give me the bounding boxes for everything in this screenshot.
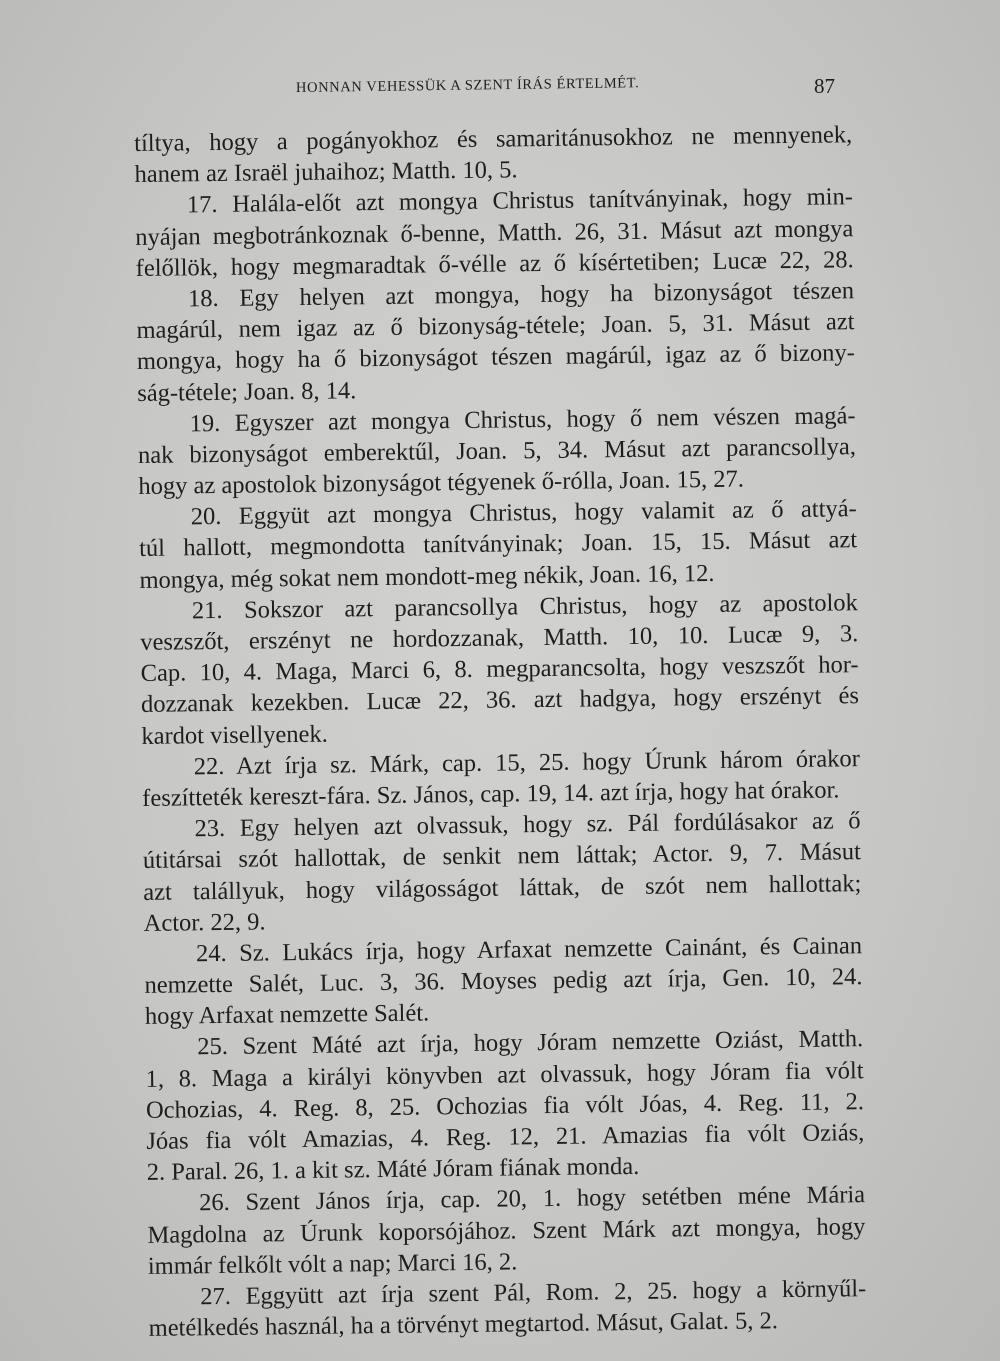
text-line: dozzanak kezekben. Lucæ 22, 36. azt hadgya, hogy erszényt és	[140, 682, 860, 719]
text-line: azt talállyuk, hogy világosságot láttak, de szót nem hallottak;	[143, 869, 862, 906]
text-line: hanem az Israël juhaihoz; Matth. 10, 5.	[134, 156, 518, 189]
text-line: Ochozias, 4. Reg. 8, 25. Ochozias fia vólt Jóas, 4. Reg. 11, 2.	[145, 1087, 865, 1124]
text-line: 24. Sz. Lukács írja, hogy Arfaxat nemzette Cainánt, és Cainan	[195, 932, 863, 968]
text-line: metélkedés használ, ha a törvényt megtartod. Másut, Galat. 5, 2.	[148, 1307, 779, 1343]
text-line: ság-tétele; Joan. 8, 14.	[137, 376, 357, 407]
text-line: nemzette Salét, Luc. 3, 36. Moyses pedig azt írja, Gen. 10, 24.	[144, 963, 863, 999]
text-line: 18. Egy helyen azt mongya, hogy ha bizonyságot tészen	[187, 277, 855, 313]
text-line: feszítteték kereszt-fára. Sz. János, cap. 19, 14. azt írja, hogy hat órakor.	[142, 776, 840, 812]
running-title: HONNAN VEHESSÜK A SZENT ÍRÁS ÉRTELMÉT.	[295, 75, 640, 96]
text-line: 20. Eggyüt azt mongya Christus, hogy valamit az ő attyá-	[190, 495, 857, 531]
text-line: veszszőt, erszényt ne hordozzanak, Matth. 10, 10. Lucæ 9, 3.	[140, 620, 859, 656]
text-line: Magdolna az Úrunk koporsójához. Szent Márk azt mongya, hogy	[147, 1212, 866, 1249]
text-line: mongya, hogy ha ő bizonyságot tészen magárúl, igaz az ő bizony-	[136, 339, 855, 376]
text-line: nak bizonyságot emberektűl, Joan. 5, 34. Másut azt parancsollya,	[137, 433, 857, 469]
text-line: hogy Arfaxat nemzette Salét.	[144, 999, 430, 1031]
text-line: tíltya, hogy a pogányokhoz és samaritánusokhoz ne mennyenek,	[134, 121, 853, 157]
text-line: 22. Azt írja sz. Márk, cap. 15, 25. hogy Úrunk három órakor	[193, 744, 860, 781]
text-line: 2. Paral. 26, 1. a kit sz. Máté Jóram fiának monda.	[146, 1153, 640, 1187]
text-line: útitársai szót hallottak, de senkit nem láttak; Actor. 9, 7. Másut	[142, 838, 862, 875]
text-line: 21. Sokszor azt parancsollya Christus, hogy az apostolok	[191, 589, 859, 625]
text-line: mongya, még sokat nem mondott-meg nékik, Joan. 16, 12.	[139, 559, 715, 594]
text-line: 26. Szent János írja, cap. 20, 1. hogy setétben méne Mária	[198, 1181, 866, 1217]
text-line: kardot visellyenek.	[141, 720, 329, 750]
text-line: 25. Szent Máté azt írja, hogy Jóram nemzette Oziást, Matth.	[197, 1025, 864, 1061]
text-line: felőllök, hogy megmaradtak ő-vélle az ő kísértetiben; Lucæ 22, 28.	[135, 245, 854, 282]
text-line: hogy az apostolok bizonyságot tégyenek ő-rólla, Joan. 15, 27.	[138, 465, 745, 501]
text-line: magárúl, nem igaz az ő bizonyság-tétele; Joan. 5, 31. Másut azt	[136, 308, 855, 345]
text-line: túl hallott, megmondotta tanítványinak; Joan. 15, 15. Másut azt	[138, 526, 858, 563]
body-text	[134, 119, 867, 1344]
text-line: 19. Egyszer azt mongya Christus, hogy ő nem vészen magá-	[189, 401, 856, 438]
text-line: 23. Egy helyen azt olvassuk, hogy sz. Pál fordúlásakor az ő	[194, 807, 861, 843]
text-line: 17. Halála-előt azt mongya Christus tanítványinak, hogy min-	[186, 183, 854, 219]
text-line: Cap. 10, 4. Maga, Marci 6, 8. megparancsolta, hogy veszszőt hor-	[140, 651, 859, 688]
text-line: 1, 8. Maga a királyi könyvben azt olvassuk, hogy Jóram fia vólt	[145, 1056, 864, 1093]
text-line: nyájan megbotránkoznak ő-benne, Matth. 26, 31. Másut azt mongya	[135, 214, 854, 251]
text-line: 27. Eggyütt azt írja szent Pál, Rom. 2, 25. hogy a környűl-	[200, 1275, 867, 1311]
text-line: Jóas fia vólt Amazias, 4. Reg. 12, 21. Amazias fia vólt Oziás,	[146, 1119, 865, 1155]
text-line: Actor. 22, 9.	[143, 908, 266, 937]
text-line: immár felkőlt vólt a nap; Marci 16, 2.	[147, 1248, 518, 1280]
page-number: 87	[814, 74, 835, 98]
